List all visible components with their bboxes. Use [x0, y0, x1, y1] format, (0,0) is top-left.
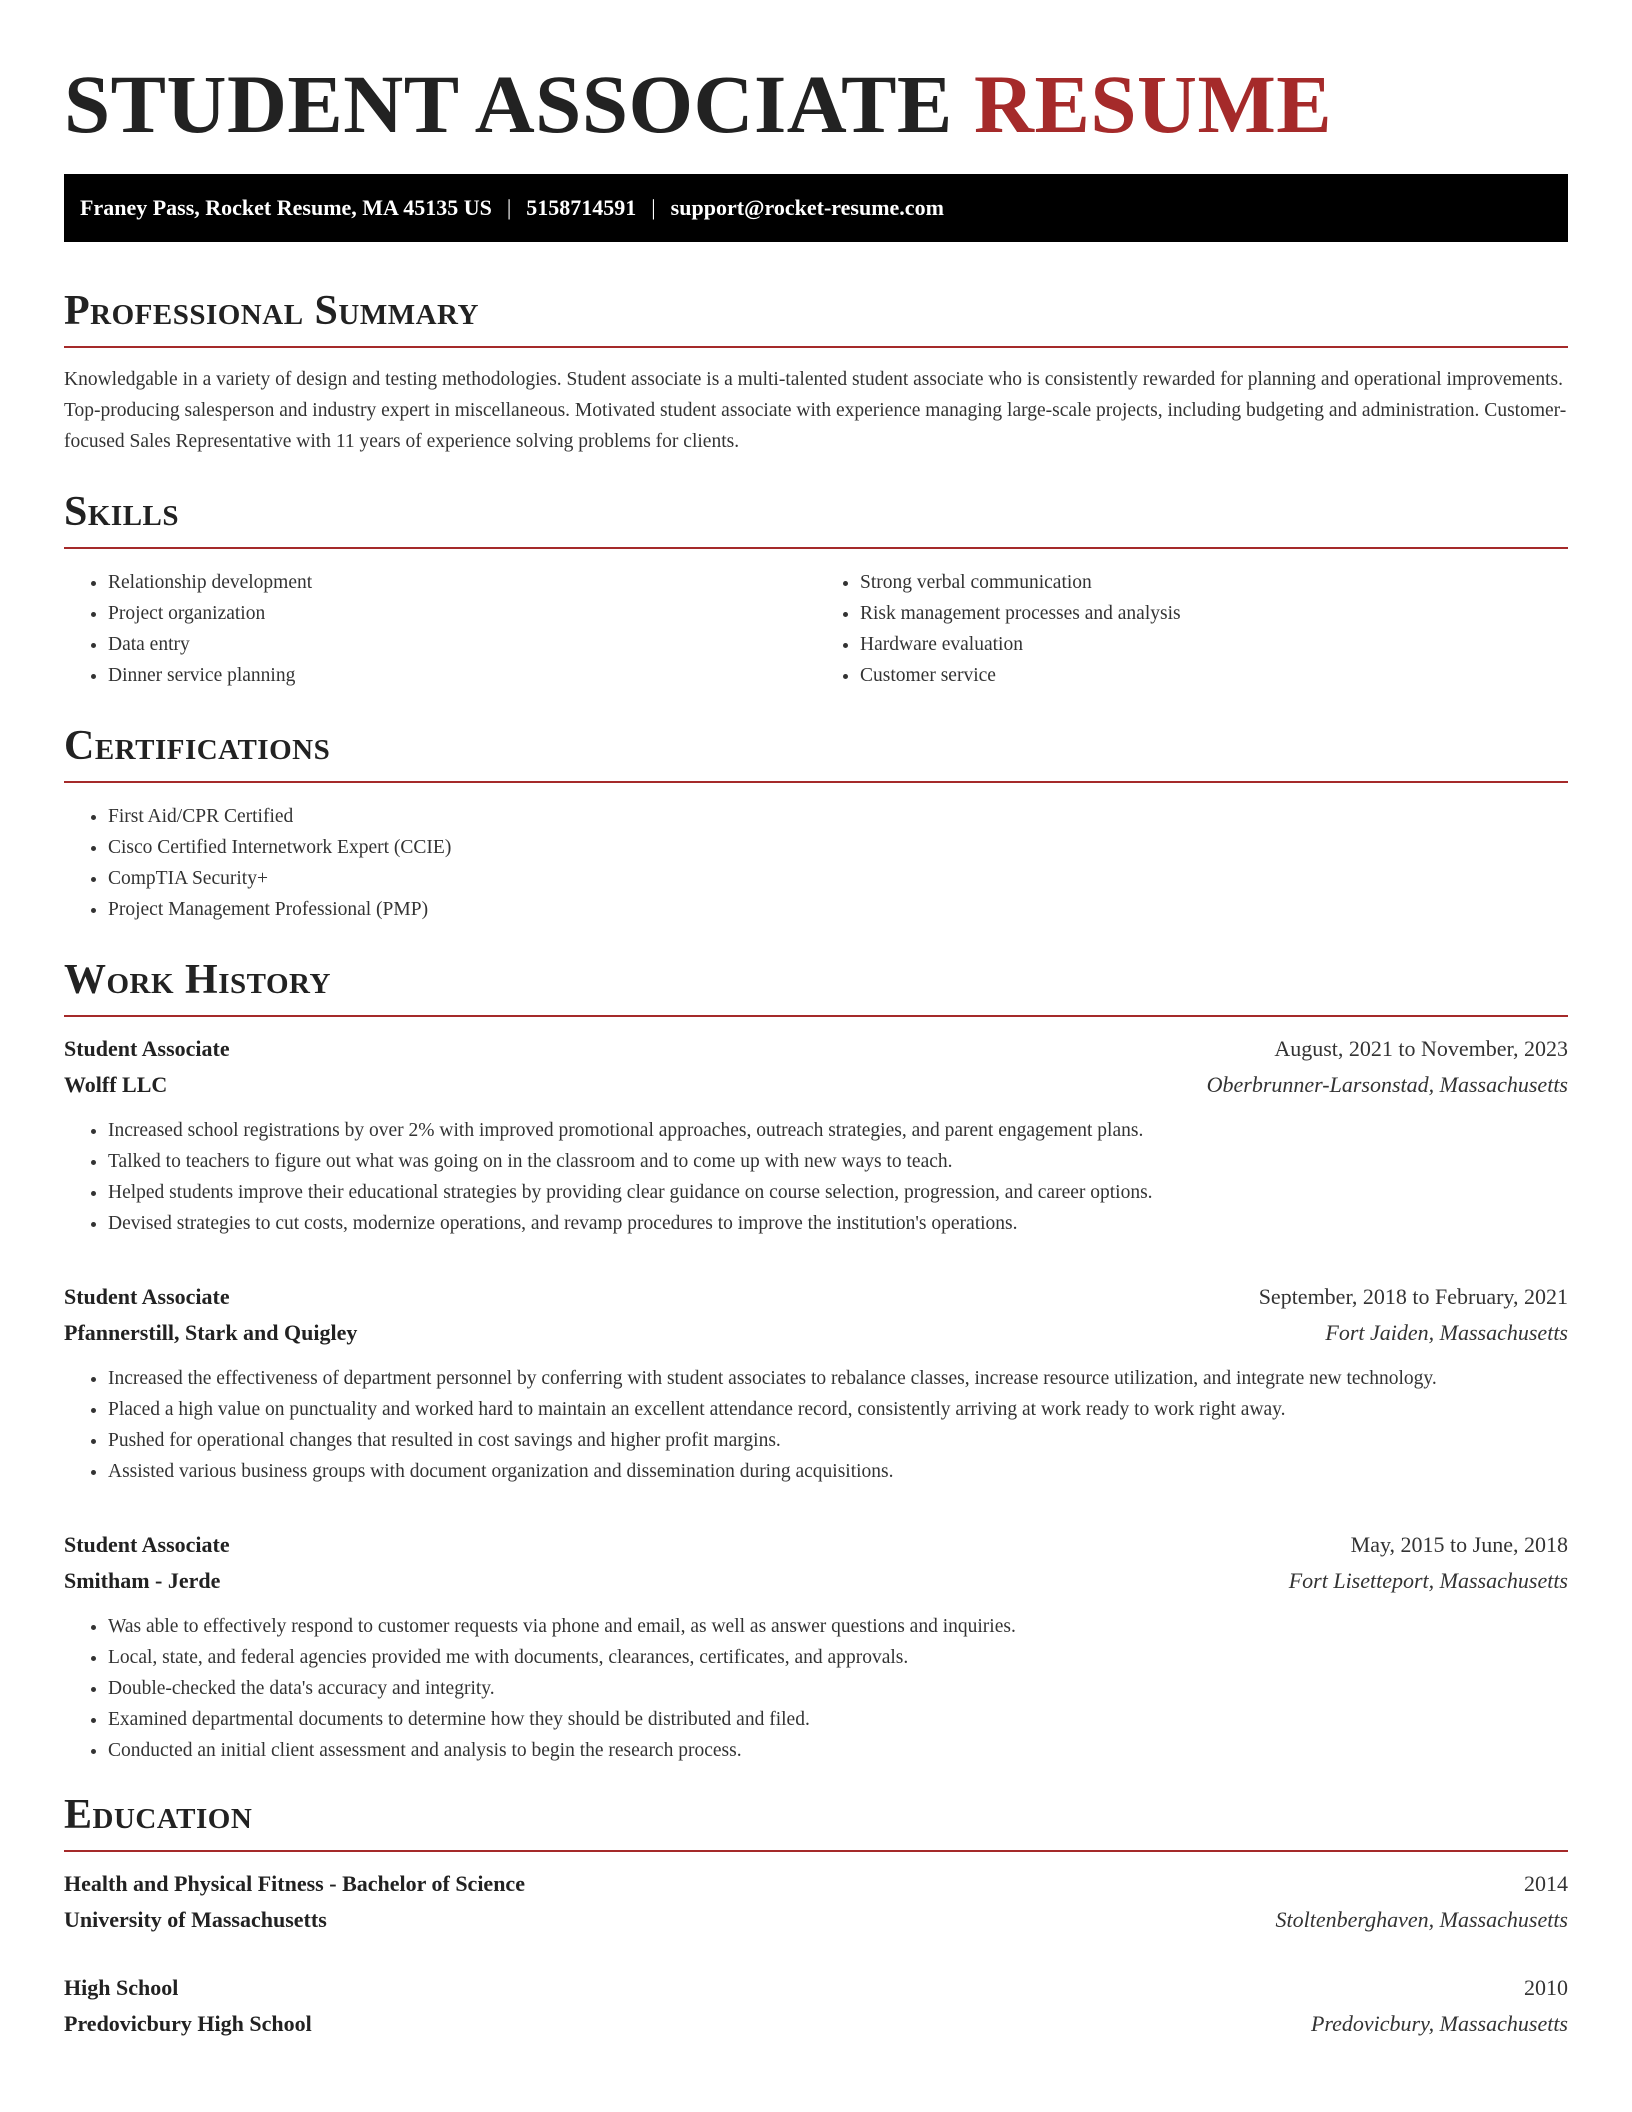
- education-school-row: [64, 1902, 1568, 1938]
- job-title: Student Associate: [64, 1532, 230, 1557]
- title-main: STUDENT ASSOCIATE: [64, 58, 953, 150]
- job-entry: [64, 1279, 1568, 1487]
- job-dates: September, 2018 to February, 2021: [1258, 1284, 1568, 1309]
- contact-bar: [64, 174, 1568, 242]
- education-entry: [64, 1866, 1568, 1938]
- certification-item: • First Aid/CPR Certified: [108, 801, 1568, 832]
- education-header-row: [64, 1866, 1568, 1902]
- job-duty: • Local, state, and federal agencies provided me with documents, clearances, certificates, and approvals.: [108, 1642, 1568, 1673]
- resume-title: [64, 58, 1568, 150]
- job-dates: May, 2015 to June, 2018: [1350, 1532, 1568, 1557]
- job-duties-list: [64, 1115, 1568, 1239]
- education-location: Predovicbury, Massachusetts: [1310, 2011, 1568, 2036]
- job-header-row: [64, 1527, 1568, 1563]
- skill-item: • Data entry: [108, 629, 816, 660]
- section-divider: [64, 1850, 1568, 1852]
- professional-summary-section: [64, 286, 1568, 457]
- job-header-row: [64, 1031, 1568, 1067]
- education-school-row: [64, 2006, 1568, 2042]
- section-heading: Certifications: [64, 723, 331, 769]
- certifications-section: [64, 721, 1568, 925]
- job-duty: • Talked to teachers to figure out what was going on in the classroom and to come up with new ways to teach.: [108, 1146, 1568, 1177]
- job-title: Student Associate: [64, 1036, 230, 1061]
- section-heading: Skills: [64, 489, 180, 535]
- section-divider: [64, 1015, 1568, 1017]
- job-duty: • Increased the effectiveness of department personnel by conferring with student associates to rebalance classes, increase resource utilization, and integrate new technology.: [108, 1363, 1568, 1394]
- section-heading: Work History: [64, 957, 331, 1003]
- work-history-section: [64, 955, 1568, 1766]
- skill-item: • Hardware evaluation: [860, 629, 1568, 660]
- job-company: Smitham - Jerde: [64, 1568, 221, 1593]
- skill-item: • Project organization: [108, 598, 816, 629]
- job-duty: • Was able to effectively respond to customer requests via phone and email, as well as answer questions and inquiries.: [108, 1611, 1568, 1642]
- certification-item: • Cisco Certified Internetwork Expert (CCIE): [108, 832, 1568, 863]
- job-location: Oberbrunner-Larsonstad, Massachusetts: [1206, 1072, 1568, 1097]
- job-company-row: [64, 1563, 1568, 1599]
- job-duty: • Double-checked the data's accuracy and integrity.: [108, 1673, 1568, 1704]
- summary-text: Knowledgable in a variety of design and testing methodologies. Student associate is a multi-talented student associate who is consistently rewarded for planning and operational improvements. Top-producing salesperson and industry expert in miscellaneous. Motivated student associate with experience managing large-scale projects, including budgeting and administration. Customer-focused Sales Representative with 11 years of experience solving problems for clients.: [64, 369, 1567, 452]
- education-degree: Health and Physical Fitness - Bachelor of Science: [64, 1871, 525, 1896]
- education-school: University of Massachusetts: [64, 1907, 327, 1932]
- job-duty: • Examined departmental documents to determine how they should be distributed and filed.: [108, 1704, 1568, 1735]
- certification-item: • Project Management Professional (PMP): [108, 894, 1568, 925]
- job-duty: • Assisted various business groups with document organization and dissemination during acquisitions.: [108, 1456, 1568, 1487]
- education-section: [64, 1790, 1568, 2042]
- skill-item: • Risk management processes and analysis: [860, 598, 1568, 629]
- section-divider: [64, 346, 1568, 348]
- job-dates: August, 2021 to November, 2023: [1274, 1036, 1568, 1061]
- section-heading: Professional Summary: [64, 288, 479, 334]
- contact-email: support@rocket-resume.com: [670, 195, 944, 220]
- contact-address: Franey Pass, Rocket Resume, MA 45135 US: [80, 195, 492, 220]
- job-duty: • Helped students improve their educational strategies by providing clear guidance on course selection, progression, and career options.: [108, 1177, 1568, 1208]
- job-duties-list: [64, 1363, 1568, 1487]
- job-header-row: [64, 1279, 1568, 1315]
- job-entry: [64, 1031, 1568, 1239]
- title-accent: RESUME: [974, 58, 1333, 150]
- skills-list-right: [816, 567, 1568, 691]
- skill-item: • Customer service: [860, 660, 1568, 691]
- certification-item: • CompTIA Security+: [108, 863, 1568, 894]
- job-company-row: [64, 1315, 1568, 1351]
- job-location: Fort Lisetteport, Massachusetts: [1288, 1568, 1568, 1593]
- education-year: 2014: [1524, 1871, 1568, 1896]
- education-entry: [64, 1970, 1568, 2042]
- job-company: Pfannerstill, Stark and Quigley: [64, 1320, 358, 1345]
- job-duties-list: [64, 1611, 1568, 1766]
- skills-list-left: [64, 567, 816, 691]
- contact-separator: |: [651, 195, 656, 220]
- job-location: Fort Jaiden, Massachusetts: [1325, 1320, 1568, 1345]
- job-duty: • Conducted an initial client assessment and analysis to begin the research process.: [108, 1735, 1568, 1766]
- job-duty: • Devised strategies to cut costs, modernize operations, and revamp procedures to improve the institution's operations.: [108, 1208, 1568, 1239]
- job-title: Student Associate: [64, 1284, 230, 1309]
- job-company: Wolff LLC: [64, 1072, 168, 1097]
- job-duty: • Placed a high value on punctuality and worked hard to maintain an excellent attendance record, consistently arriving at work ready to work right away.: [108, 1394, 1568, 1425]
- skill-item: • Relationship development: [108, 567, 816, 598]
- education-location: Stoltenberghaven, Massachusetts: [1275, 1907, 1568, 1932]
- skill-item: • Strong verbal communication: [860, 567, 1568, 598]
- job-entry: [64, 1527, 1568, 1766]
- education-header-row: [64, 1970, 1568, 2006]
- education-year: 2010: [1524, 1975, 1568, 2000]
- job-duty: • Increased school registrations by over 2% with improved promotional approaches, outreach strategies, and parent engagement plans.: [108, 1115, 1568, 1146]
- contact-separator: |: [506, 195, 512, 220]
- education-school: Predovicbury High School: [64, 2011, 312, 2036]
- contact-phone: 5158714591: [526, 195, 637, 220]
- skills-grid: [64, 549, 1568, 691]
- education-degree: High School: [64, 1975, 179, 2000]
- skills-section: [64, 487, 1568, 691]
- section-divider: [64, 781, 1568, 783]
- section-heading: Education: [64, 1792, 253, 1838]
- certifications-list: [64, 801, 1568, 925]
- skill-item: • Dinner service planning: [108, 660, 816, 691]
- job-company-row: [64, 1067, 1568, 1103]
- job-duty: • Pushed for operational changes that resulted in cost savings and higher profit margins.: [108, 1425, 1568, 1456]
